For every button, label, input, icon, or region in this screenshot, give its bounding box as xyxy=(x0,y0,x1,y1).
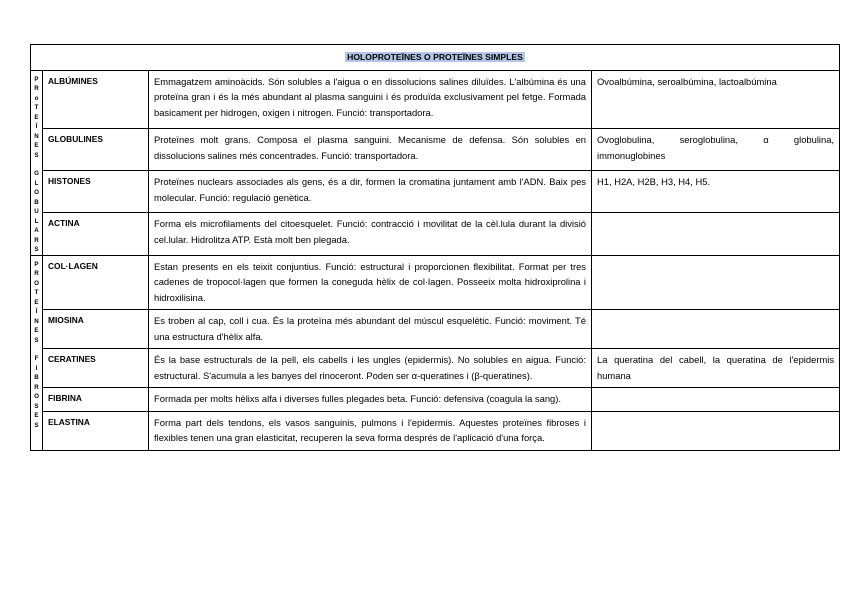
protein-examples: H1, H2A, H2B, H3, H4, H5. xyxy=(592,171,840,213)
group-label-letter: T xyxy=(34,289,39,296)
protein-name: MIOSINA xyxy=(43,310,149,349)
table-body xyxy=(31,45,840,451)
group-label-letter: O xyxy=(34,279,39,287)
group-label-letter: N xyxy=(34,132,39,140)
protein-description: Formada per molts hèlixs alfa i diverses fulles plegades beta. Funció: defensiva (coagula la sang). xyxy=(149,388,592,412)
table-row xyxy=(31,171,840,213)
group-label-letter: E xyxy=(34,298,39,306)
group-label-letter: Ï xyxy=(35,123,38,130)
group-label-letter: S xyxy=(34,246,39,253)
protein-examples xyxy=(592,213,840,255)
protein-name: COL·LAGEN xyxy=(43,255,149,310)
protein-description: Forma els microfilaments del citoesquelet. Funció: contracció i movilitat de la cèl.lula durant la divisió cel.lular. Hidrolitza ATP. Està molt ben plegada. xyxy=(149,213,592,255)
table-row xyxy=(31,255,840,310)
protein-examples xyxy=(592,411,840,450)
table-row xyxy=(31,411,840,450)
group-label-letter: G xyxy=(34,170,39,177)
protein-examples xyxy=(592,255,840,310)
protein-description: Proteïnes molt grans. Composa el plasma sanguini. Mecanisme de defensa. Són solubles en dissolucions salines més concentrades. Funció: transportadora. xyxy=(149,129,592,171)
protein-examples: La queratina del cabell, la queratina de l'epidermis humana xyxy=(592,349,840,388)
group-label-letter: R xyxy=(34,236,39,244)
group-label-letter: T xyxy=(34,104,39,111)
group-label-letter: E xyxy=(34,412,39,419)
protein-examples xyxy=(592,310,840,349)
table-row xyxy=(31,129,840,171)
protein-examples: Ovoalbúmina, seroalbúmina, lactoalbúmina xyxy=(592,70,840,129)
protein-name: ACTINA xyxy=(43,213,149,255)
group-label-letter: S xyxy=(34,421,39,429)
protein-name: ELASTINA xyxy=(43,411,149,450)
group-label-letter: L xyxy=(34,179,39,187)
group-label-letter: o xyxy=(34,94,39,102)
group-label-letter: I xyxy=(35,364,38,372)
group-label-letter: S xyxy=(34,336,39,344)
group-label-letter: P xyxy=(34,75,39,83)
group-label-letter: R xyxy=(34,85,39,92)
group-label-letter: B xyxy=(34,198,39,206)
group-label-letter: S xyxy=(34,151,39,159)
protein-name: GLOBULINES xyxy=(43,129,149,171)
protein-examples xyxy=(592,388,840,412)
table-row xyxy=(31,349,840,388)
group-label-globulars xyxy=(31,70,43,255)
group-label-letter: S xyxy=(34,402,39,410)
protein-description: És la base estructurals de la pell, els cabells i les ungles (epidermis). No solubles en aigua. Funció: estructural. S'acumula a les banyes del rinoceront. Poden ser α-queratines i (β-queratines). xyxy=(149,349,592,388)
table-title-cell xyxy=(31,45,840,71)
table-row xyxy=(31,310,840,349)
protein-name: CERATINES xyxy=(43,349,149,388)
table-title: HOLOPROTEÏNES O PROTEÏNES SIMPLES xyxy=(347,52,523,62)
group-label-letter: O xyxy=(34,393,39,400)
group-label-letter: E xyxy=(34,142,39,149)
protein-name: ALBÚMINES xyxy=(43,70,149,129)
group-label-letter: U xyxy=(34,208,39,215)
protein-description: Emmagatzem aminoàcids. Són solubles a l'aigua o en dissolucions salines diluïdes. L'albúmina és una proteïna gran i és la més abundant al plasma sanguini i és produïda exclusivament pel fetge. Formada basicament per hidrogen, oxigen i nitrogen. Funció: transportadora. xyxy=(149,70,592,129)
group-label-letter: P xyxy=(34,260,39,268)
protein-description: Estan presents en els teixit conjuntius. Funció: estructural i proporcionen flexibilitat. Format per tres cadenes de tropocol·lagen que formen la coneguda hèlix de col·lagen. Posseeix molta hidroxiprolina i hidroxilisina. xyxy=(149,255,592,310)
protein-name: HISTONES xyxy=(43,171,149,213)
group-label-gap xyxy=(31,160,42,169)
group-label-gap xyxy=(31,345,42,354)
group-label-letter: F xyxy=(34,355,39,362)
proteins-table xyxy=(30,44,840,451)
protein-description: Es troben al cap, coll i cua. És la proteïna més abundant del múscul esquelètic. Funció: moviment. Té una estructura d'hèlix alfa. xyxy=(149,310,592,349)
group-label-letter: L xyxy=(34,217,39,225)
group-label-letter: B xyxy=(34,374,39,381)
protein-description: Proteïnes nuclears associades als gens, és a dir, formen la cromatina juntament amb l'ADN. Baix pes molecular. Funció: regulació genètica. xyxy=(149,171,592,213)
title-row xyxy=(31,45,840,71)
protein-description: Forma part dels tendons, els vasos sanguinis, pulmons i l'epidermis. Aquestes proteïnes fibroses i flexibles tenen una gran elasticitat, recuperen la seva forma després de l'aplicació d'una força. xyxy=(149,411,592,450)
group-label-letter: E xyxy=(34,327,39,334)
group-label-letter: E xyxy=(34,113,39,121)
protein-examples: Ovoglobulina, seroglobulina, α globulina, immonuglobines xyxy=(592,129,840,171)
table-row xyxy=(31,70,840,129)
table-row xyxy=(31,388,840,412)
table-row xyxy=(31,213,840,255)
protein-name: FIBRINA xyxy=(43,388,149,412)
group-label-letter: O xyxy=(34,189,39,196)
group-label-letter: R xyxy=(34,383,39,391)
group-label-letter: A xyxy=(34,227,39,234)
group-label-letter: R xyxy=(34,270,39,277)
group-label-letter: Ï xyxy=(35,308,38,315)
group-label-letter: N xyxy=(34,317,39,325)
group-label-fibroses xyxy=(31,255,43,450)
